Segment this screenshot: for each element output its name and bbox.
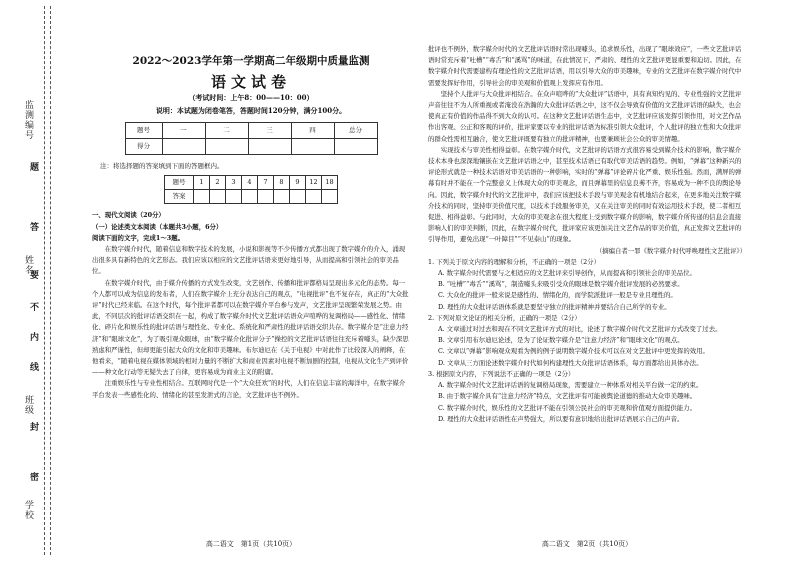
- answer-cell[interactable]: [306, 190, 322, 204]
- exam-time: （考试时间：上午8：00——10：00）: [188, 93, 314, 103]
- cut-line: [50, 6, 51, 555]
- seal-char: 要: [30, 271, 40, 281]
- passage-paragraph: 坚持个人批评与大众批评相结合。在众声喧哗的“大众批评”话语中，具有真知灼见的、专业性强的文艺批评声音往往不为人所重视或者淹没在浩瀚的大众批评话语之中，这不仅会导致有价值的文艺批评话语的缺失，也会使真正有价值的作品得不到大众的认可。在这种文艺批评话语生态中，文艺批评应该发挥引领作用，对文艺作品作出客观、公正和客观的评价，批评家要以专业的批评话语为标准引领大众批评，个人批评的独立性和大众批评的群众性需相互融合，使文艺批评既要有独立的批评精神，也要兼顾社会公众的审美情趣。: [428, 89, 742, 143]
- answer-option: A. 数字媒介时代文艺批评话语的复调格局现象，需要建立一种体系对相关平台做一定的约束。: [438, 381, 703, 390]
- answer-option: D. 理性的大众批评话语体系就是要坚守独立的批评精神并要结合自己所学的专业。: [438, 302, 671, 311]
- passage-paragraph: 在数字媒介时代，由于媒介传播的方式发生改变，文艺创作、传播和批评都格局呈现出多元化的态势。每一个人都可以成为信息的发布者，人们在数字媒介上充分表达自己的观点，“电视批评”也不复存在，真正的“大众批评”时代已经来临。在这个时代，每个批评者都可以在数字媒介平台参与发声，文艺批评呈现繁荣发展之势。由此，不同层次的批评话语交织在一起，构成了数字媒介时代文艺批评话语众声喧哗的复调格局——感性化、情绪化、碎片化和娱乐性的批评话语与理性化、专业化、系统化和严肃性的批评话语交织共存。数字媒介是“注意力经济”和“眼球文化”，为了吸引观众眼球，由“数字媒介化批评分子”操控的文艺批评话语往往充斥着噱头，缺少深思熟虑和严谨性，但却更能引起大众的文化和审美趣味。布尔迪厄在《关于电视》中对此作了比较深入的阐释，在他看来，“随着电视在媒体领域的相对力量的不断扩大和商业因素对电视不断加剧的控制，电视从文化生产到评价——种文化行动等无疑失去了自律，更容易成为商业主义的附庸。: [92, 278, 409, 377]
- answer-header-cell: 3: [226, 176, 242, 190]
- score-cell[interactable]: [248, 138, 291, 154]
- answer-cell[interactable]: [194, 190, 210, 204]
- score-cell[interactable]: [291, 138, 334, 154]
- score-header-cell: 二: [205, 122, 248, 138]
- answer-cell[interactable]: [210, 190, 226, 204]
- passage-paragraph: 注重娱乐性与专业性相结合。互联网时代是一个“大众狂欢”的时代，人们在信息丰富的海洋中，在数字媒介平台发表一些感性化的、情绪化的甚至发泄式的言论，文艺批评也不例外。: [92, 379, 406, 399]
- score-header-cell: 四: [291, 122, 334, 138]
- score-cell[interactable]: [334, 138, 377, 154]
- passage-paragraph: 实现技术与审美性相得益彰。在数字媒介时代，文艺批评的话语方式很容易受到媒介技术的影响，数字媒介技术本身也深深地镶嵌在文艺批评话语之中，甚至技术话语已有取代审美话语的趋势。例如，“弹幕”这种新兴的评论形式就是一种技术话语对审美话语的一种影响，实时的“弹幕”评论碎片化严重、娱乐性强。然而，满屏的弹幕有时并不能在一个完整意义上体现大众的审美观念，而且弹幕里的信息良莠不齐，容易成为一种不良的舆论导向。因此，数字媒介时代的文艺批评中，我们应该把技术手段与审美观念有机地结合起来，在更多地关注数字媒介技术的同时，坚持审美价值尺度，以技术手段服务审美，又在关注审美的同时有效运用技术手段，使二者相互促进、相得益彰。与此同时，大众的审美观念在很大程度上受到数字媒介的影响，数字媒介所传递的信息会直接影响人们的审美判断，因此，在数字媒介时代，批评家应该更加关注文艺作品的审美价值，真正发挥文艺批评的引导作用，避免出现“一叶障目”“不见泰山”的现象。: [428, 145, 742, 244]
- answer-option: A. 数字媒介时代需要与之相适应的文艺批评来引导创作，从而提高和引领社会的审美品位。: [438, 269, 696, 278]
- passage-paragraph: 在数字媒介时代，随着信息和数字技术的发展，小说和影视等不少传播方式都出现了数字媒介的介入，涌现出很多具有新特色的文艺形态。我们应该以相应的文艺批评话语来更好地引导，从而提高和引领社会的审美品位。: [92, 245, 406, 276]
- answer-option: B. 由于数字媒介具有“注意力经济”特点，文艺批评有可能被舆论道德的推动大众审美趣味。: [438, 392, 697, 401]
- answer-cell[interactable]: [226, 190, 242, 204]
- class-label: 班级: [23, 395, 33, 415]
- seal-char: 不: [30, 303, 40, 313]
- score-row-label: 得分: [125, 138, 162, 154]
- source-citation: （摘编自者一罪《数字媒介时代呼唤理性文艺批评》）: [595, 246, 746, 255]
- answer-option: C. 数字媒介时代，娱乐性的文艺批评不能在引领公民社会的审美观和价值观方面提供能力。: [438, 403, 696, 412]
- score-header-cell: 总分: [334, 122, 377, 138]
- score-header-cell: 三: [248, 122, 291, 138]
- question-stem: 1. 下列关于原文内容的理解和分析，不正确的一项是（2分）: [428, 257, 600, 266]
- answer-cell[interactable]: [290, 190, 306, 204]
- answer-cell[interactable]: [274, 190, 290, 204]
- reading-instruction: 阅读下面的文字，完成1～3题。: [92, 233, 184, 242]
- answer-header-cell: 7: [258, 176, 274, 190]
- score-cell[interactable]: [205, 138, 248, 154]
- answer-cell[interactable]: [322, 190, 338, 204]
- answer-option: D. 理性的大众批评话语性在声势强大，所以要有意识地给出批评话语展示自己的声音。: [438, 414, 684, 423]
- exam-no-label: 监测编号: [23, 100, 33, 140]
- page-footer: 高二语文 第2页（共10页）: [541, 540, 633, 548]
- answer-cell[interactable]: [258, 190, 274, 204]
- right-page: [428, 44, 746, 531]
- answer-header-cell: 2: [210, 176, 226, 190]
- seal-char: 内: [30, 333, 40, 343]
- binding-strip: [0, 0, 58, 561]
- page-footer: 高二语文 第1页（共10页）: [205, 540, 297, 548]
- section-heading: 一、现代文阅读（20分）: [92, 211, 165, 220]
- score-table: [125, 122, 378, 155]
- seal-char: 封: [30, 423, 40, 433]
- seal-char: 答: [30, 223, 40, 233]
- exam-note: 说明：本试题为闭卷笔答，答题时间120分钟，满分100分。: [155, 105, 347, 115]
- subject-title: 语文试卷: [210, 73, 291, 92]
- answer-header-cell: 题号: [165, 176, 194, 190]
- answer-option: C. 大众化的批评一般来说是感性的、情绪化的，而学院派批评一般是专业且理性的。: [438, 291, 677, 300]
- school-label: 学校: [23, 500, 33, 520]
- answer-header-cell: 4: [242, 176, 258, 190]
- score-header-cell: 一: [162, 122, 205, 138]
- score-header-cell: 题号: [125, 122, 162, 138]
- answer-table: [164, 175, 338, 204]
- question-stem: 3. 根据原文内容，下列说法不正确的一项是（2分）: [428, 369, 575, 378]
- answer-option: B. “吐槽”“毒舌”“溪骂”，制造噱头来吸引受众的眼球是数字媒介批评发展的必然要求。: [438, 280, 684, 289]
- seal-char: 线: [30, 363, 40, 373]
- seal-char: 密: [30, 473, 40, 483]
- answer-option: A. 文章通过对过去和现在不同文艺批评方式的对比，论述了数字媒介时代文艺批评方式改变了过去。: [438, 325, 722, 334]
- score-cell[interactable]: [162, 138, 205, 154]
- answer-header-cell: 8: [274, 176, 290, 190]
- answer-header-cell: 12: [306, 176, 322, 190]
- answer-header-cell: 9: [290, 176, 306, 190]
- answer-note: 注：将选择题的答案填到下面的答题框内。: [100, 161, 224, 170]
- answer-option: B. 文章引用布尔迪厄论述，是为了论证数字媒介是“注意力经济”和“眼球文化”的观点。: [438, 336, 684, 345]
- subsection-heading: （一）论述类文本阅读（本题共3小题，6分）: [92, 222, 223, 231]
- passage-paragraph: 批评也不例外，数字媒介时代的文艺批评话语时常出现噱头，追求娱乐性，出现了“眼球效应”，一些文艺批评话语时常充斥着“吐槽”“毒舌”和“溪骂”的味道，在此情况下，严肃的、理性的文艺批评更显重要和迫切。因此，在数字媒介时代需要建构有理论性的文艺批评话语，用以引导大众的审美趣味，专业的文艺批评在数字媒介时代中需要发挥好作用，引导社会的审美观和价值观上发挥应有作用。: [428, 45, 742, 87]
- left-page: [92, 38, 410, 531]
- answer-row-label: 答案: [165, 190, 194, 204]
- answer-header-cell: 1: [194, 176, 210, 190]
- answer-option: D. 文章从三方面论述数字媒介时代如何构建理性大众批评话语体系，每方面都给出具体办法。: [438, 358, 703, 367]
- question-stem: 2. 下列对原文论证的相关分析，正确的一项是（2分）: [428, 313, 581, 322]
- answer-option: C. 文章以“弹幕”影响观众观看为例的例子说明数字媒介技术可以在对文艺批评中更发挥的效用。: [438, 347, 709, 356]
- seal-char: 题: [30, 163, 40, 173]
- answer-cell[interactable]: [242, 190, 258, 204]
- exam-title: 2022～2023学年第一学期高二年级期中质量监测: [132, 55, 370, 67]
- answer-header-cell: 18: [322, 176, 338, 190]
- cut-line: [44, 6, 45, 555]
- name-label: 姓名: [23, 255, 33, 275]
